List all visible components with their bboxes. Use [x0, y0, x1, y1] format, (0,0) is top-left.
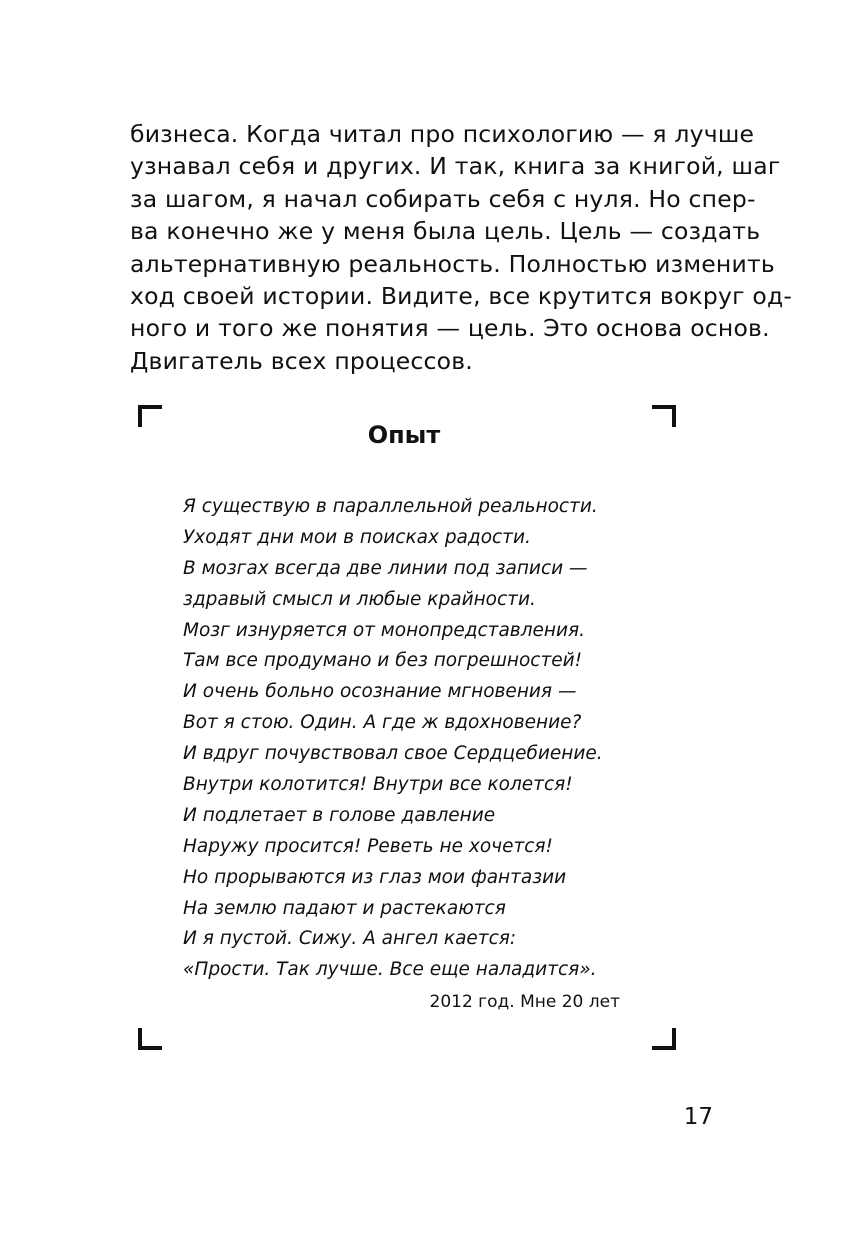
paragraph-line: ва конечно же у меня была цель. Цель — создать — [130, 217, 761, 246]
poem-line: Но прорываются из глаз мои фантазии — [183, 866, 567, 888]
page-number: 17 — [683, 1104, 713, 1130]
paragraph-line: ного и того же понятия — цель. Это основа основ. — [130, 314, 770, 343]
paragraph-line: альтернативную реальность. Полностью изменить — [130, 249, 775, 278]
body-paragraph — [130, 118, 793, 377]
poem-line: И я пустой. Сижу. А ангел кается: — [183, 928, 517, 950]
poem-line: Я существую в параллельной реальности. — [183, 496, 598, 517]
poem-line: Вот я стою. Один. А где ж вдохновение? — [183, 712, 582, 734]
frame-corner-bottom-left — [138, 1028, 162, 1050]
poem-line: «Прости. Так лучше. Все еще наладится». — [183, 959, 597, 981]
poem-line: Наружу просится! Реветь не хочется! — [183, 835, 553, 857]
poem-line: И вдруг почувствовал свое Сердцебиение. — [183, 743, 603, 765]
poem-line: Мозг изнуряется от монопредставления. — [183, 619, 586, 641]
poem-line: Уходят дни мои в поисках радости. — [183, 526, 531, 548]
paragraph-line: узнавал себя и других. И так, книга за книгой, шаг — [130, 152, 781, 181]
poem-line: И очень больно осознание мгновения — — [183, 681, 577, 703]
poem-signature: 2012 год. Мне 20 лет — [429, 992, 620, 1012]
poem-body — [183, 492, 603, 986]
poem-line: здравый смысл и любые крайности. — [183, 588, 536, 610]
poem-line: И подлетает в голове давление — [183, 804, 496, 826]
poem-title: Опыт — [367, 421, 441, 449]
frame-corner-bottom-right — [652, 1028, 676, 1050]
paragraph-line: ход своей истории. Видите, все крутится вокруг од- — [130, 281, 793, 310]
paragraph-line: за шагом, я начал собирать себя с нуля. Но спер- — [130, 184, 756, 213]
poem-line: На землю падают и растекаются — [183, 897, 506, 919]
poem-line: Там все продумано и без погрешностей! — [183, 650, 583, 672]
paragraph-line: Двигатель всех процессов. — [130, 346, 473, 375]
paragraph-line: бизнеса. Когда читал про психологию — я лучше — [130, 120, 755, 148]
poem-line: В мозгах всегда две линии под записи — — [183, 557, 588, 579]
poem-line: Внутри колотится! Внутри все колется! — [183, 774, 573, 796]
